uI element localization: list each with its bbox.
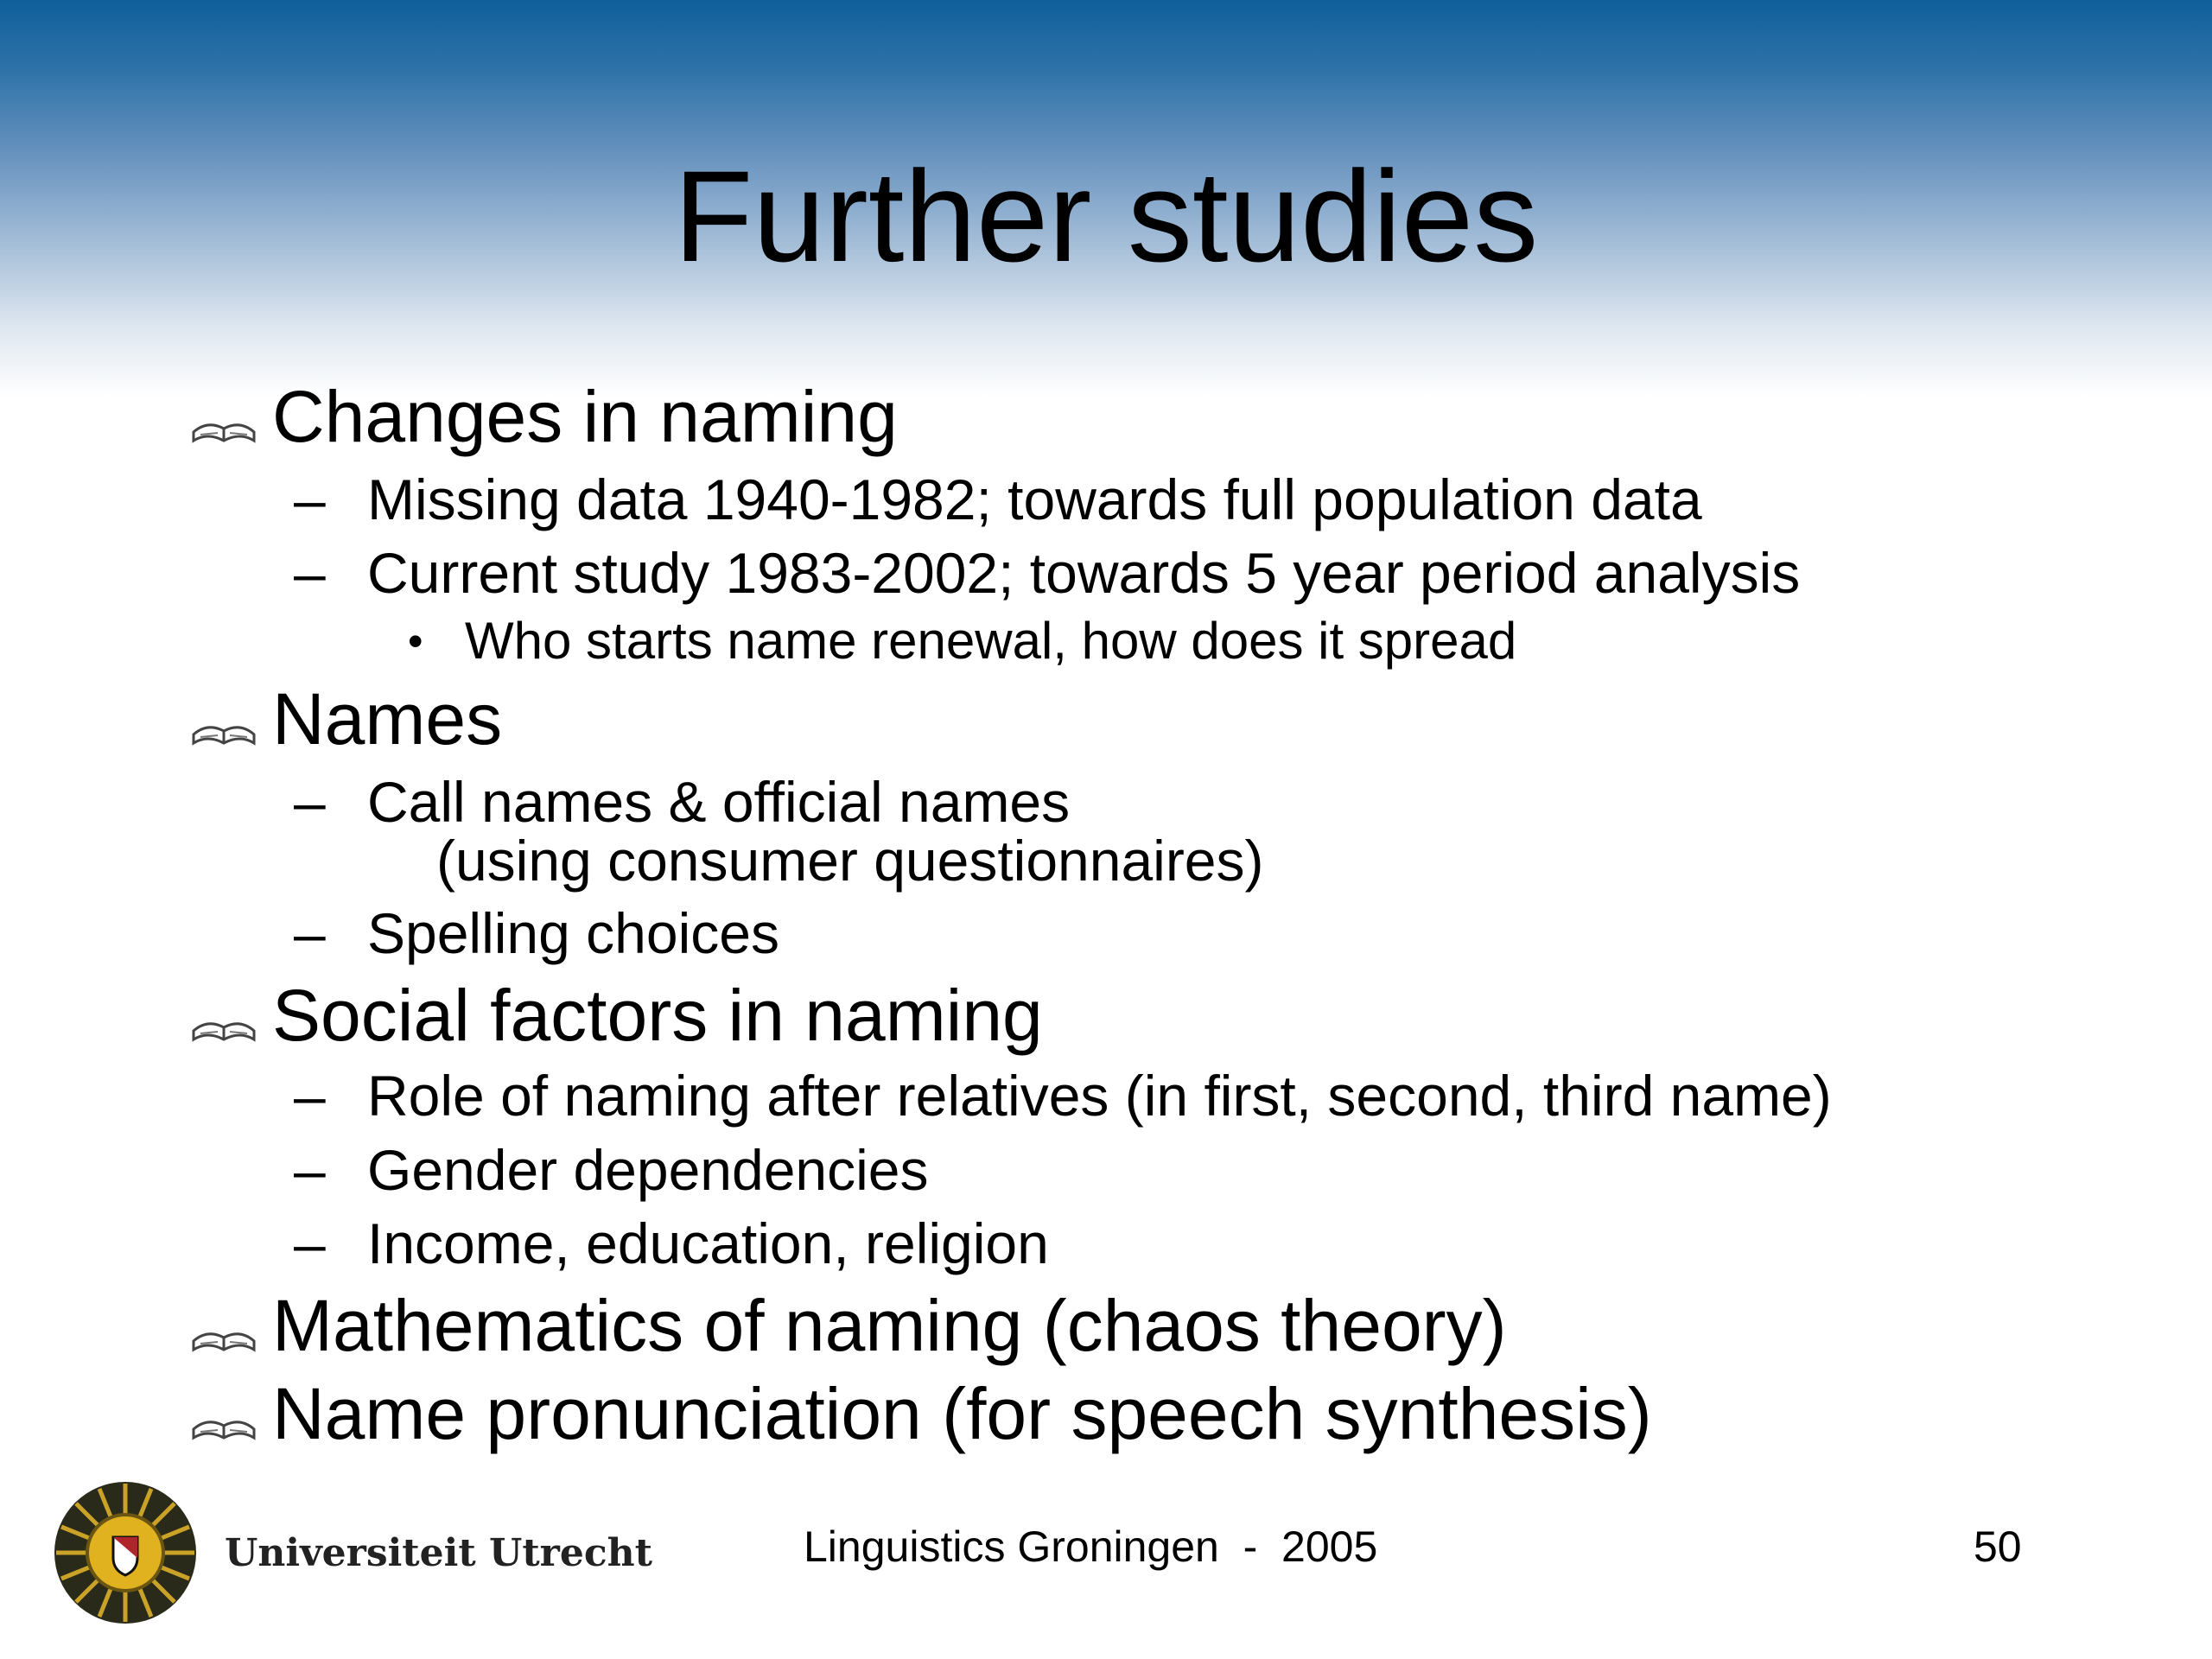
slide-title: Further studies: [673, 143, 1539, 289]
bullet-heading: Social factors in naming: [272, 975, 1043, 1056]
university-name: Universiteit Utrecht: [225, 1531, 652, 1575]
bullet-heading: Names: [272, 678, 503, 760]
sub-sub-bullet: Who starts name renewal, how does it spread: [465, 612, 1517, 670]
dash-marker: –: [294, 770, 326, 834]
open-book-icon: [192, 406, 256, 444]
sub-bullet: Current study 1983-2002; towards 5 year period analysis: [367, 541, 1801, 605]
bullet-heading: Name pronunciation (for speech synthesis): [272, 1373, 1652, 1454]
bullet-heading: Mathematics of naming (chaos theory): [272, 1285, 1507, 1366]
sub-bullet: Call names & official names: [367, 770, 1071, 834]
open-book-icon: [192, 1403, 256, 1441]
bullet-heading: Changes in naming: [272, 376, 898, 457]
dash-marker: –: [294, 1211, 326, 1275]
sub-bullet: Role of naming after relatives (in first, second, third name): [367, 1064, 1832, 1128]
open-book-icon: [192, 1005, 256, 1043]
dash-marker: –: [294, 467, 326, 531]
sub-bullet: Spelling choices: [367, 901, 779, 965]
footer-text: Linguistics Groningen - 2005: [804, 1522, 1378, 1571]
university-seal-icon: [52, 1479, 199, 1626]
dash-marker: –: [294, 1138, 326, 1202]
page-number: 50: [1974, 1522, 2022, 1571]
open-book-icon: [192, 1315, 256, 1353]
dash-marker: –: [294, 901, 326, 965]
open-book-icon: [192, 709, 256, 747]
sub-bullet-continuation: (using consumer questionnaires): [436, 829, 1264, 893]
sub-bullet: Gender dependencies: [367, 1138, 929, 1202]
sub-bullet: Missing data 1940-1982; towards full population data: [367, 467, 1702, 531]
dash-marker: –: [294, 1064, 326, 1128]
sub-bullet: Income, education, religion: [367, 1211, 1049, 1275]
dot-marker: •: [408, 617, 423, 665]
dash-marker: –: [294, 541, 326, 605]
